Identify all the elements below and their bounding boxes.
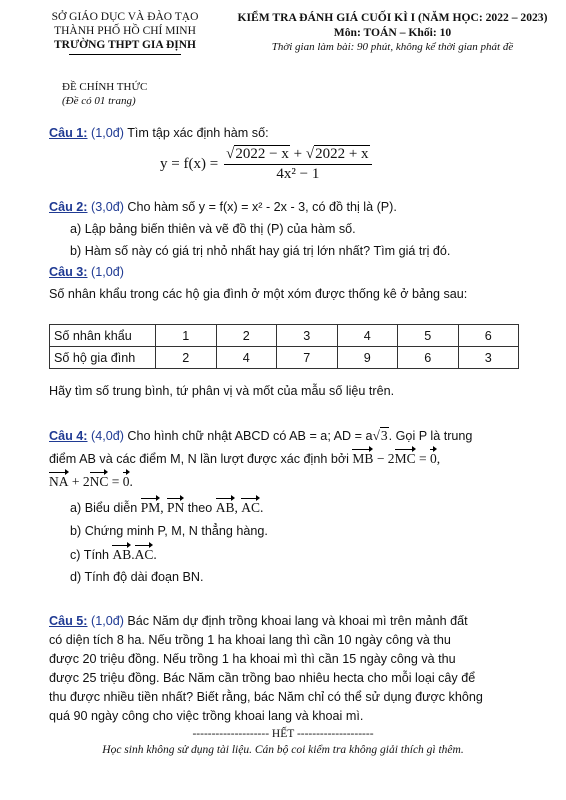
part-a-text: a) Biểu diễn xyxy=(70,501,138,515)
vector-pn: PN xyxy=(166,500,185,515)
exam-subject: Môn: TOÁN – Khối: 10 xyxy=(333,26,452,39)
question-5-line: được 20 triệu đồng. Nếu trồng 1 ha khoai mì thì cần 15 ngày công và thu xyxy=(49,652,456,666)
vector-mc: MC xyxy=(394,451,416,466)
table-cell: 3 xyxy=(277,325,338,347)
table-row xyxy=(50,325,519,347)
question-2-score: (3,0đ) xyxy=(91,200,124,214)
header-institution xyxy=(20,10,230,55)
question-4-part-d: d) Tính độ dài đoạn BN. xyxy=(70,570,204,584)
eq2-plus: + 2 xyxy=(68,474,90,489)
table-cell: 6 xyxy=(398,347,459,369)
question-5 xyxy=(49,612,519,726)
question-2 xyxy=(49,198,397,217)
part-c-text: c) Tính xyxy=(70,548,109,562)
formula-lhs: y = f(x) = xyxy=(160,156,219,172)
table-cell: 9 xyxy=(337,347,398,369)
department-name: SỞ GIÁO DỤC VÀ ĐÀO TẠO xyxy=(51,11,199,23)
sqrt-a: 2022 − x xyxy=(235,146,289,162)
table-row-header: Số hộ gia đình xyxy=(50,347,156,369)
header-divider xyxy=(69,54,181,55)
vector-equation-1: MB − 2MC = 0, xyxy=(352,451,441,466)
question-3-task: Hãy tìm số trung bình, tứ phân vị và mốt của mẫu số liệu trên. xyxy=(49,384,395,398)
question-1-text: Tìm tập xác định hàm số: xyxy=(127,126,269,140)
question-2-label: Câu 2: xyxy=(49,200,88,214)
question-4-text-2: điểm AB và các điểm M, N lần lượt được xác định bởi xyxy=(49,452,349,466)
vector-nc: NC xyxy=(89,474,109,489)
table-cell: 6 xyxy=(458,325,519,347)
part-a-theo: theo xyxy=(187,501,213,515)
question-1-formula xyxy=(160,146,372,183)
exam-title: KIỂM TRA ĐÁNH GIÁ CUỐI KÌ I (NĂM HỌC: 2022 – 2023) xyxy=(237,11,548,24)
footer-note: Học sinh không sử dụng tài liệu. Cán bộ coi kiểm tra không giải thích gì thêm. xyxy=(102,744,464,756)
question-3 xyxy=(49,263,124,282)
table-cell: 1 xyxy=(156,325,217,347)
vector-ac: AC xyxy=(241,500,261,515)
question-4: Câu 4: (4,0đ) Cho hình chữ nhật ABCD có AB = a; AD = a√3. Gọi P là trung xyxy=(49,428,473,443)
question-2-part-b: b) Hàm số này có giá trị nhỏ nhất hay giá trị lớn nhất? Tìm giá trị đó. xyxy=(70,244,451,258)
table-cell: 7 xyxy=(277,347,338,369)
vector-ac: AC xyxy=(134,547,154,562)
official-label: ĐỀ CHÍNH THỨC xyxy=(62,81,148,93)
question-5-line xyxy=(49,612,519,631)
question-4-line-2 xyxy=(49,449,440,469)
question-5-line: được 25 triệu đồng. Bác Năm cần trồng bao nhiêu hecta cho mỗi loại cây để xyxy=(49,671,476,685)
question-4-text-1-end: . Gọi P là trung xyxy=(388,429,473,443)
vector-na: NA xyxy=(49,474,69,489)
formula-plus: + xyxy=(293,146,303,162)
question-2-text: Cho hàm số y = f(x) = x² - 2x - 3, có đồ thị là (P). xyxy=(127,200,397,214)
statistics-table xyxy=(49,324,519,369)
question-5-score: (1,0đ) xyxy=(91,614,124,628)
table-cell: 4 xyxy=(337,325,398,347)
table-cell: 5 xyxy=(398,325,459,347)
question-5-label: Câu 5: xyxy=(49,614,88,628)
table-cell: 2 xyxy=(156,347,217,369)
vector-ab: AB xyxy=(215,500,235,515)
table-cell: 4 xyxy=(216,347,277,369)
table-row xyxy=(50,347,519,369)
question-3-label: Câu 3: xyxy=(49,265,88,279)
question-1 xyxy=(49,124,269,143)
exam-time: Thời gian làm bài: 90 phút, không kể thời gian phát đề xyxy=(271,41,514,53)
eq1-minus: − 2 xyxy=(373,451,395,466)
question-4-part-c: c) Tính AB.AC. xyxy=(70,547,157,562)
vector-mb: MB xyxy=(352,451,374,466)
sqrt-3: 3 xyxy=(380,428,388,443)
vector-pm: PM xyxy=(140,500,161,515)
vector-equation-2: NA + 2NC = 0. xyxy=(49,474,133,489)
page-count: (Đề có 01 trang) xyxy=(62,95,136,107)
question-5-line: có diện tích 8 ha. Nếu trồng 1 ha khoai lang thì cần 10 ngày công và thu xyxy=(49,633,451,647)
question-3-score: (1,0đ) xyxy=(91,265,124,279)
eq2-equals: = xyxy=(108,474,123,489)
vector-ab: AB xyxy=(112,547,132,562)
question-5-text-1: Bác Năm dự định trồng khoai lang và khoai mì trên mảnh đất xyxy=(127,614,468,628)
table-cell: 3 xyxy=(458,347,519,369)
question-2-part-a: a) Lập bảng biến thiên và vẽ đồ thị (P) của hàm số. xyxy=(70,222,356,236)
vector-zero: 0 xyxy=(122,474,130,489)
question-4-line-3 xyxy=(49,472,133,492)
question-4-part-b: b) Chứng minh P, M, N thẳng hàng. xyxy=(70,524,268,538)
question-1-score: (1,0đ) xyxy=(91,126,124,140)
question-5-line: quá 90 ngày công cho việc trồng khoai lang và khoai mì. xyxy=(49,709,364,723)
end-marker: -------------------- HẾT -------------------- xyxy=(192,728,374,740)
formula-denominator: 4x² − 1 xyxy=(276,166,320,182)
question-4-score: (4,0đ) xyxy=(91,429,124,443)
eq1-equals: = xyxy=(415,451,430,466)
sqrt-b: 2022 + x xyxy=(315,146,369,162)
official-block xyxy=(62,80,147,108)
formula-fraction xyxy=(224,146,371,183)
school-name: TRƯỜNG THPT GIA ĐỊNH xyxy=(54,39,196,51)
question-4-part-a: a) Biểu diễn PM, PN theo AB, AC. xyxy=(70,500,264,515)
table-cell: 2 xyxy=(216,325,277,347)
city-name: THÀNH PHỐ HỒ CHÍ MINH xyxy=(54,25,196,37)
question-4-text-1: Cho hình chữ nhật ABCD có AB = a; AD = a xyxy=(127,429,373,443)
formula-numerator: √2022 − x + √2022 + x xyxy=(224,146,371,165)
question-1-label: Câu 1: xyxy=(49,126,88,140)
question-5-line: thu được nhiều tiền nhất? Biết rằng, bác Năm chỉ có thể sử dụng được không xyxy=(49,690,483,704)
header-exam xyxy=(225,10,560,55)
question-4-label: Câu 4: xyxy=(49,429,88,443)
question-3-intro: Số nhân khẩu trong các hộ gia đình ở một xóm được thống kê ở bảng sau: xyxy=(49,287,468,301)
table-row-header: Số nhân khẩu xyxy=(50,325,156,347)
vector-zero: 0 xyxy=(429,451,437,466)
